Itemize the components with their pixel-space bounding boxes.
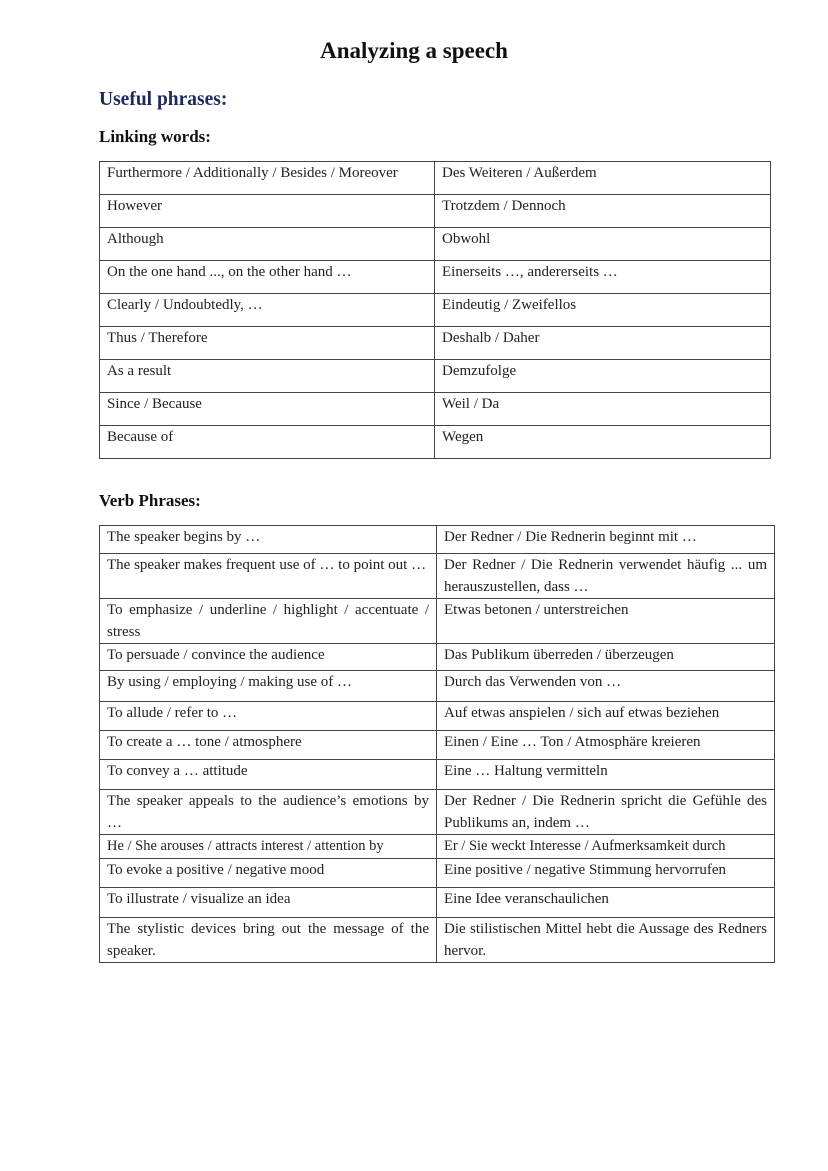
german-phrase: Er / Sie weckt Interesse / Aufmerksamkeit durch: [437, 835, 775, 859]
german-phrase: Der Redner / Die Rednerin verwendet häufig ... um herauszustellen, dass …: [437, 554, 775, 599]
verb-phrases-heading: Verb Phrases:: [99, 491, 201, 510]
german-phrase: Das Publikum überreden / überzeugen: [437, 644, 775, 671]
german-phrase: Obwohl: [435, 228, 771, 261]
english-phrase: Because of: [100, 426, 435, 459]
english-phrase: The stylistic devices bring out the message of the speaker.: [100, 918, 437, 963]
table-row: [100, 599, 775, 644]
german-phrase: Einerseits …, andererseits …: [435, 261, 771, 294]
table-row: [100, 644, 775, 671]
german-phrase: Eine … Haltung vermitteln: [437, 760, 775, 790]
table-row: [100, 327, 771, 360]
table-row: [100, 859, 775, 888]
english-phrase: Clearly / Undoubtedly, …: [100, 294, 435, 327]
german-phrase: Der Redner / Die Rednerin beginnt mit …: [437, 526, 775, 554]
table-row: [100, 671, 775, 702]
section-heading-useful-phrases: Useful phrases:: [99, 89, 228, 110]
english-phrase: On the one hand ..., on the other hand …: [100, 261, 435, 294]
english-phrase: Furthermore / Additionally / Besides / Moreover: [100, 162, 435, 195]
german-phrase: Die stilistischen Mittel hebt die Aussage des Redners hervor.: [437, 918, 775, 963]
table-row: [100, 261, 771, 294]
english-phrase: By using / employing / making use of …: [100, 671, 437, 702]
english-phrase: Since / Because: [100, 393, 435, 426]
table-row: [100, 760, 775, 790]
english-phrase: The speaker appeals to the audience’s emotions by …: [100, 790, 437, 835]
english-phrase: As a result: [100, 360, 435, 393]
german-phrase: Wegen: [435, 426, 771, 459]
table-row: [100, 835, 775, 859]
table-row: [100, 228, 771, 261]
german-phrase: Trotzdem / Dennoch: [435, 195, 771, 228]
page-title: Analyzing a speech: [320, 38, 508, 63]
english-phrase: Thus / Therefore: [100, 327, 435, 360]
english-phrase: To convey a … attitude: [100, 760, 437, 790]
english-phrase: Although: [100, 228, 435, 261]
table-row: [100, 195, 771, 228]
german-phrase: Weil / Da: [435, 393, 771, 426]
table-row: [100, 393, 771, 426]
german-phrase: Durch das Verwenden von …: [437, 671, 775, 702]
german-phrase: Demzufolge: [435, 360, 771, 393]
english-phrase: However: [100, 195, 435, 228]
english-phrase: To evoke a positive / negative mood: [100, 859, 437, 888]
table-row: [100, 790, 775, 835]
german-phrase: Auf etwas anspielen / sich auf etwas beziehen: [437, 702, 775, 731]
english-phrase: To create a … tone / atmosphere: [100, 731, 437, 760]
german-phrase: Etwas betonen / unterstreichen: [437, 599, 775, 644]
german-phrase: Einen / Eine … Ton / Atmosphäre kreieren: [437, 731, 775, 760]
table-row: [100, 294, 771, 327]
english-phrase: He / She arouses / attracts interest / attention by: [100, 835, 437, 859]
german-phrase: Des Weiteren / Außerdem: [435, 162, 771, 195]
table-row: [100, 526, 775, 554]
english-phrase: The speaker makes frequent use of … to point out …: [100, 554, 437, 599]
english-phrase: To emphasize / underline / highlight / accentuate / stress: [100, 599, 437, 644]
german-phrase: Der Redner / Die Rednerin spricht die Gefühle des Publikums an, indem …: [437, 790, 775, 835]
english-phrase: To persuade / convince the audience: [100, 644, 437, 671]
table-row: [100, 918, 775, 963]
english-phrase: The speaker begins by …: [100, 526, 437, 554]
german-phrase: Eine Idee veranschaulichen: [437, 888, 775, 918]
english-phrase: To illustrate / visualize an idea: [100, 888, 437, 918]
table-row: [100, 731, 775, 760]
english-phrase: To allude / refer to …: [100, 702, 437, 731]
table-row: [100, 162, 771, 195]
german-phrase: Eindeutig / Zweifellos: [435, 294, 771, 327]
linking-words-heading: Linking words:: [99, 127, 211, 146]
table-row: [100, 554, 775, 599]
table-row: [100, 702, 775, 731]
table-row: [100, 888, 775, 918]
verb-phrases-table: [99, 525, 775, 963]
table-row: [100, 360, 771, 393]
linking-words-table: [99, 161, 771, 459]
german-phrase: Deshalb / Daher: [435, 327, 771, 360]
table-row: [100, 426, 771, 459]
german-phrase: Eine positive / negative Stimmung hervorrufen: [437, 859, 775, 888]
